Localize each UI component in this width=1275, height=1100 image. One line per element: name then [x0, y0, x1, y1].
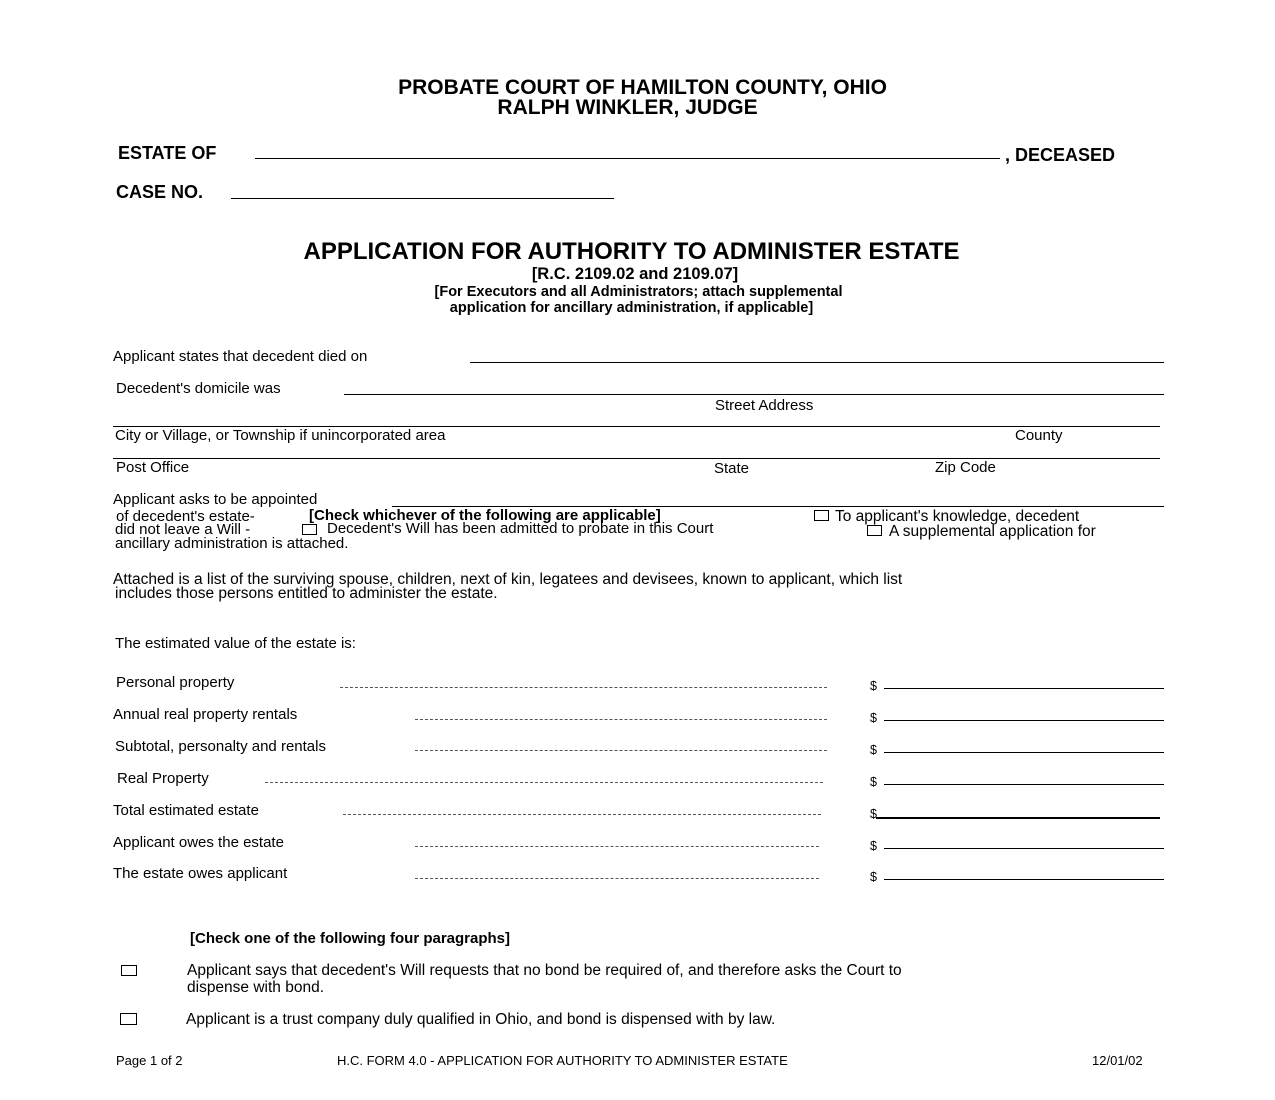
currency-symbol: $	[870, 839, 877, 853]
leader-dots	[340, 687, 827, 688]
attached-list-line1: Attached is a list of the surviving spouse, children, next of kin, legatees and devisees, known to applicant, which list	[113, 571, 903, 588]
trust-company-text: Applicant is a trust company duly qualified in Ohio, and bond is dispensed with by law.	[186, 1011, 776, 1028]
value-row-label: The estate owes applicant	[113, 865, 288, 882]
statute-reference: [R.C. 2109.02 and 2109.07]	[531, 265, 739, 283]
amount-field[interactable]	[884, 720, 1164, 721]
bond-instruction: [Check one of the following four paragraphs]	[190, 930, 511, 947]
estate-check-lead: of decedent's estate-	[116, 508, 255, 525]
post-office-state-zip-field[interactable]	[113, 458, 1160, 459]
court-name: PROBATE COURT OF HAMILTON COUNTY, OHIO	[398, 76, 887, 99]
currency-symbol: $	[870, 775, 877, 789]
value-row-label: Total estimated estate	[113, 802, 259, 819]
leader-dots	[343, 814, 821, 815]
value-row-label: Annual real property rentals	[113, 706, 298, 723]
no-will-text-a: To applicant's knowledge, decedent	[835, 508, 1080, 525]
value-row-label: Personal property	[116, 674, 235, 691]
died-on-label: Applicant states that decedent died on	[113, 348, 368, 365]
title-note-line2: application for ancillary administration, if applicable]	[449, 300, 814, 316]
leader-dots	[415, 719, 827, 720]
leader-dots	[415, 750, 827, 751]
supplemental-application-checkbox[interactable]	[867, 525, 882, 536]
deceased-label: , DECEASED	[1005, 145, 1116, 165]
city-caption: City or Village, or Township if unincorporated area	[115, 427, 446, 444]
currency-symbol: $	[870, 679, 877, 693]
will-admitted-text: Decedent's Will has been admitted to probate in this Court	[327, 520, 714, 537]
estate-name-field[interactable]	[255, 158, 1000, 159]
currency-symbol: $	[870, 870, 877, 884]
title-note-line1: [For Executors and all Administrators; attach supplemental	[434, 284, 843, 300]
judge-name: RALPH WINKLER, JUDGE	[497, 96, 758, 119]
amount-field[interactable]	[876, 817, 1160, 819]
value-row-label: Subtotal, personalty and rentals	[115, 738, 326, 755]
estimated-value-intro: The estimated value of the estate is:	[115, 635, 356, 652]
trust-company-checkbox[interactable]	[120, 1013, 137, 1025]
currency-symbol: $	[870, 807, 877, 821]
zip-caption: Zip Code	[935, 459, 996, 476]
no-bond-will-text-b: dispense with bond.	[187, 979, 325, 996]
value-row-label: Applicant owes the estate	[113, 834, 284, 851]
currency-symbol: $	[870, 711, 877, 725]
page-number: Page 1 of 2	[116, 1053, 183, 1068]
estate-of-label: ESTATE OF	[118, 143, 217, 163]
form-title: APPLICATION FOR AUTHORITY TO ADMINISTER ESTATE	[303, 238, 960, 265]
county-caption: County	[1015, 427, 1063, 444]
no-will-checkbox[interactable]	[814, 510, 829, 521]
case-no-label: CASE NO.	[116, 182, 204, 202]
date-of-death-field[interactable]	[470, 362, 1164, 363]
leader-dots	[415, 846, 819, 847]
form-number: H.C. FORM 4.0 - APPLICATION FOR AUTHORITY TO ADMINISTER ESTATE	[337, 1053, 788, 1068]
case-number-field[interactable]	[231, 198, 614, 199]
estate-check-instruction: [Check whichever of the following are applicable]	[309, 507, 661, 524]
leader-dots	[415, 878, 819, 879]
supplemental-text-b: ancillary administration is attached.	[115, 535, 349, 552]
leader-dots	[265, 782, 823, 783]
value-row-label: Real Property	[117, 770, 209, 787]
amount-field[interactable]	[884, 879, 1164, 880]
street-address-field[interactable]	[344, 394, 1164, 395]
domicile-label: Decedent's domicile was	[116, 380, 281, 397]
supplemental-text-a: A supplemental application for	[889, 523, 1096, 540]
amount-field[interactable]	[884, 784, 1164, 785]
no-bond-will-checkbox[interactable]	[121, 965, 137, 976]
amount-field[interactable]	[884, 752, 1164, 753]
attached-list-line2: includes those persons entitled to administer the estate.	[115, 585, 498, 602]
amount-field[interactable]	[884, 848, 1164, 849]
post-office-caption: Post Office	[116, 459, 190, 476]
amount-field[interactable]	[884, 688, 1164, 689]
currency-symbol: $	[870, 743, 877, 757]
no-bond-will-text-a: Applicant says that decedent's Will requests that no bond be required of, and therefore asks the Court to	[187, 962, 902, 979]
form-date: 12/01/02	[1092, 1053, 1143, 1068]
state-caption: State	[714, 460, 750, 477]
appointed-label: Applicant asks to be appointed	[113, 491, 318, 508]
will-admitted-checkbox[interactable]	[302, 524, 317, 535]
street-address-caption: Street Address	[715, 397, 814, 414]
no-will-text-b: did not leave a Will -	[115, 521, 251, 538]
